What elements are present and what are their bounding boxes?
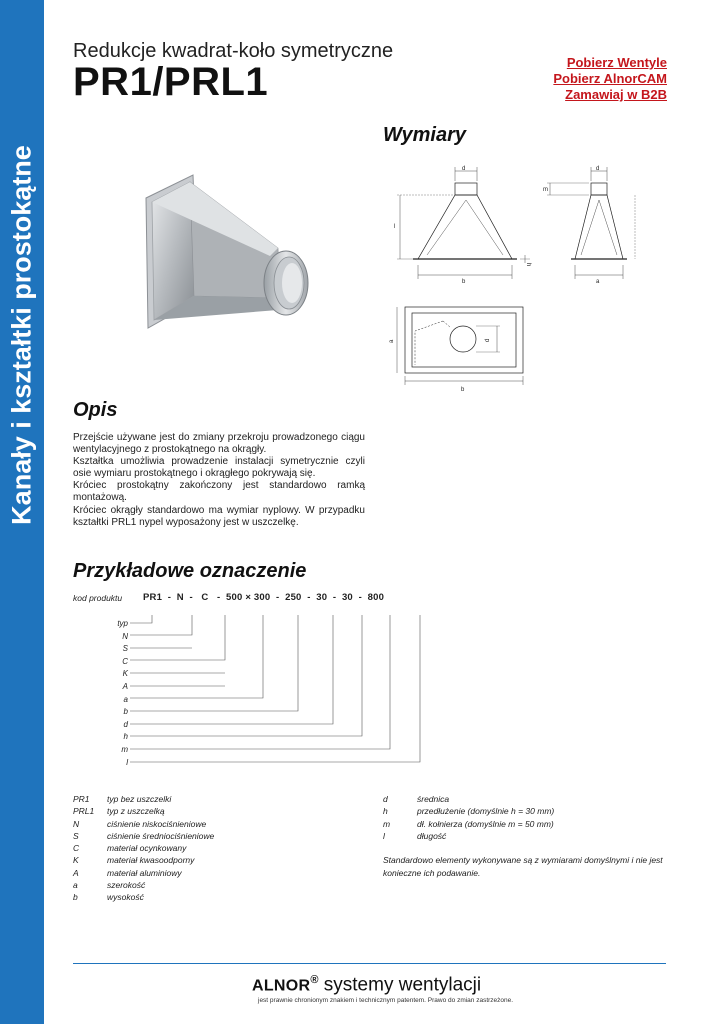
tree-label: K bbox=[122, 669, 128, 679]
dim-label-b2: b bbox=[461, 387, 465, 393]
footer-logo bbox=[252, 974, 481, 996]
tree-label: a bbox=[123, 694, 128, 704]
section-title-przykladowe: Przykładowe oznaczenie bbox=[73, 560, 307, 582]
legend-row: m dł. kołnierza (domyślnie m = 50 mm) bbox=[383, 818, 554, 829]
page-subtitle: Redukcje kwadrat-koło symetryczne bbox=[73, 40, 394, 62]
tree-label: S bbox=[122, 644, 128, 654]
description-text bbox=[73, 432, 365, 529]
sidebar-category-text: Kanały i kształtki prostokątne bbox=[6, 145, 37, 525]
dim-label-a1: a bbox=[596, 279, 600, 285]
tree-label: typ bbox=[117, 619, 128, 628]
download-links bbox=[553, 55, 667, 103]
tree-label: N bbox=[122, 631, 128, 641]
dim-label-h: h bbox=[525, 263, 531, 267]
link-pobierz-alnorcam[interactable]: Pobierz AlnorCAM bbox=[553, 71, 667, 86]
defaults-note: Standardowo elementy wykonywane są z wymiarami domyślnymi i nie jest konieczne ich podawanie. bbox=[383, 855, 663, 878]
tree-label: d bbox=[123, 719, 128, 729]
code-tree-labels bbox=[100, 618, 128, 769]
legend-row: l długość bbox=[383, 830, 447, 841]
legend-row: N ciśnienie niskociśnieniowe bbox=[73, 818, 207, 829]
link-zamawiaj-b2b[interactable]: Zamawiaj w B2B bbox=[565, 87, 667, 102]
registered-mark: ® bbox=[310, 974, 319, 986]
page-title: PR1/PRL1 bbox=[73, 60, 269, 104]
dim-label-a2: a bbox=[389, 339, 395, 343]
footer-divider bbox=[73, 963, 666, 964]
dim-label-b1: b bbox=[462, 279, 466, 285]
dim-label-m: m bbox=[543, 187, 548, 193]
dimension-drawings bbox=[385, 155, 675, 395]
legend-right bbox=[383, 793, 554, 842]
legend-row: C materiał ocynkowany bbox=[73, 843, 187, 854]
legend-row: K materiał kwasoodporny bbox=[73, 855, 195, 866]
product-code-value: PR1 - N - C - 500 × 300 - 250 - 30 - 30 - 800 bbox=[143, 592, 385, 603]
tree-label: m bbox=[121, 744, 128, 754]
dim-label-d3: d bbox=[485, 338, 491, 342]
dim-label-l: l bbox=[394, 224, 396, 230]
code-tree-lines bbox=[100, 610, 450, 770]
tree-label: A bbox=[122, 681, 128, 691]
link-pobierz-wentyle[interactable]: Pobierz Wentyle bbox=[566, 55, 667, 70]
legend-row: PR1 typ bez uszczelki bbox=[73, 794, 172, 804]
tree-label: l bbox=[126, 757, 128, 767]
tree-label: b bbox=[123, 707, 128, 717]
legend-row: PRL1 typ z uszczelką bbox=[73, 806, 165, 817]
dim-label-d1: d bbox=[462, 166, 466, 172]
legend-left bbox=[73, 793, 214, 904]
description-paragraph: Króciec okrągły standardowo ma wymiar nyplowy. W przypadku kształtki PRL1 nypel wyposażony jest w uszczelkę. bbox=[73, 504, 365, 528]
description-paragraph: Kształtka umożliwia prowadzenie instalacji symetrycznie czyli osie wymiaru prostokątnego i okrągłego pokrywają się. bbox=[73, 456, 365, 480]
section-title-wymiary: Wymiary bbox=[383, 124, 467, 146]
product-photo bbox=[138, 170, 318, 330]
section-title-opis: Opis bbox=[73, 399, 118, 421]
legend-row: A materiał aluminiowy bbox=[73, 867, 182, 878]
legend-row: h przedłużenie (domyślnie h = 30 mm) bbox=[383, 806, 555, 817]
tree-label: h bbox=[123, 732, 128, 742]
brand-tagline: systemy wentylacji bbox=[318, 974, 482, 996]
legend-row: S ciśnienie średniociśnieniowe bbox=[73, 830, 215, 841]
product-code-label: kod produktu bbox=[73, 593, 123, 603]
brand-name: ALNOR bbox=[252, 977, 311, 995]
description-paragraph: Przejście używane jest do zmiany przekroju prowadzonego ciągu wentylacyjnego z prostokątnego na okrągły. bbox=[73, 432, 365, 456]
tree-label: C bbox=[122, 656, 128, 666]
footer-legal-note: jest prawnie chronionym znakiem i technicznym patentem. Prawo do zmian zastrzeżone. bbox=[258, 997, 514, 1004]
legend-row: a szerokość bbox=[73, 880, 146, 891]
dim-label-d2: d bbox=[596, 166, 600, 172]
description-paragraph: Króciec prostokątny zakończony jest standardowo ramką montażową. bbox=[73, 480, 365, 504]
legend-row: d średnica bbox=[383, 794, 450, 804]
sidebar bbox=[0, 0, 44, 1024]
legend-row: b wysokość bbox=[73, 892, 144, 903]
